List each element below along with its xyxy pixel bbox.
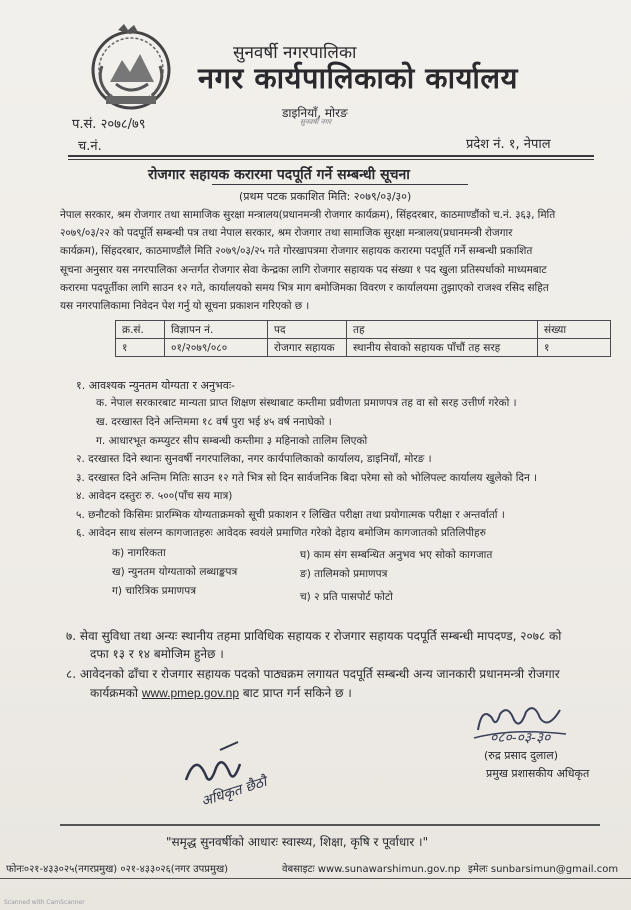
table-cell: रोजगार सहायक — [268, 339, 347, 357]
requirement-8-prefix: कार्यक्रमको — [90, 686, 142, 700]
body-line: नेपाल सरकार, श्रम रोजगार तथा सामाजिक सुरक्षा मन्त्रालय(प्रधानमन्त्री रोजगार कार्यक्रम), सिंहदरबार, काठमाण्डौंको च.नं. ३६३, मिति — [60, 209, 556, 221]
table-header: क्र.सं. — [116, 321, 165, 339]
table-header: संख्या — [538, 321, 611, 339]
doc-left: क) नागरिकता — [112, 547, 166, 559]
requirement-4: ४. आवेदन दस्तुरः रु. ५००(पाँच सय मात्र) — [76, 490, 233, 502]
requirement-1: १. आवश्यक न्युनतम योग्यता र अनुभवः- — [76, 379, 236, 392]
table-header: तह — [347, 321, 538, 339]
doc-left: ख) न्युनतम योग्यताको लब्धाङ्कपत्र — [112, 566, 238, 578]
requirement-7-cont: दफा १३ र १४ बमोजिम हुनेछ । — [90, 647, 224, 661]
requirement-8-suffix: बाट प्राप्त गर्न सकिने छ । — [239, 686, 352, 700]
footer-slogan: "समृद्ध सुनवर्षीको आधारः स्वास्थ्य, शिक्षा, कृषि र पूर्वाधार ।" — [166, 835, 429, 849]
requirement-7: ७. सेवा सुविधा तथा अन्यः स्थानीय तहमा प्राविधिक सहायक र रोजगार सहायक पदपूर्ति सम्बन्धी मापदण्ड, २०७८ को — [66, 629, 562, 643]
requirement-1a: क. नेपाल सरकारबाट मान्यता प्राप्त शिक्षण संस्थाबाट कम्तीमा प्रवीणता प्रमाणपत्र तह वा सो सरह उत्तीर्ण गरेको । — [96, 397, 517, 409]
requirement-2: २. दरखास्त दिने स्थानः सुनवर्षी नगरपालिका, नगर कार्यपालिकाको कार्यालय, डाइनियाँ, मोरङ । — [76, 453, 432, 465]
doc-right: ङ) तालिमको प्रमाणपत्र — [300, 568, 388, 580]
signature-date: ०८०-०३-३० — [490, 730, 551, 746]
requirement-8-cont — [90, 684, 352, 701]
vacancy-table — [115, 320, 611, 357]
requirement-6: ६. आवेदन साथ संलग्न कागजातहरुः आवेदक स्वयंले प्रमाणित गरेको देहाय बमोजिम कागजातको प्रतिलिपीहरु — [76, 527, 486, 539]
doc-right: च) २ प्रति पासपोर्ट फोटो — [300, 591, 393, 603]
nepal-emblem-icon — [88, 22, 174, 114]
table-header: पद — [268, 321, 347, 339]
body-line: कार्यक्रम), सिंहदरबार, काठमाण्डौंले मिति २०७९/०३/२५ गते गोरखापत्रमा रोजगार सहायक करारमा पदपूर्ति गर्ने सम्बन्धी प्रकाशित — [60, 245, 533, 257]
stamp-text: सुनवर्षी नगर — [300, 118, 332, 126]
office-name: नगर कार्यपालिकाको कार्यालय — [198, 61, 518, 95]
table-header-row — [116, 321, 611, 339]
doc-right: घ) काम संग सम्बन्धित अनुभव भए सोको कागजात — [300, 549, 493, 561]
footer-divider — [60, 824, 600, 826]
dispatch-number: च.नं. — [78, 139, 102, 154]
table-cell: ०१/२०७९/०८० — [165, 339, 268, 357]
pmep-link[interactable]: www.pmep.gov.np — [141, 686, 239, 700]
body-line: सूचना अनुसार यस नगरपालिका अन्तर्गत रोजगार सेवा केन्द्रका लागि रोजगार सहायक पद संख्या १ पद खुला प्रतिस्पर्धाको माध्यमबाट — [60, 264, 547, 276]
footer-phone: फोनः०२१-४३३०२५(नगरप्रमुख) ०२१-४३३०२६(नगर उपप्रमुख) — [6, 864, 229, 875]
province-label: प्रदेश नं. १, नेपाल — [466, 137, 551, 152]
body-line: यस नगरपालिकामा निवेदन पेश गर्नु यो सूचना प्रकाशन गरिएको छ । — [60, 300, 310, 312]
title-underline — [212, 184, 468, 185]
requirement-1c: ग. आधारभूत कम्प्युटर सीप सम्बन्धी कम्तीमा ३ महिनाको तालिम लिएको — [96, 435, 368, 447]
table-cell: १ — [116, 339, 165, 357]
notice-subtitle: (प्रथम पटक प्रकाशित मिति: २०७९/०३/३०) — [239, 190, 412, 203]
footer-website[interactable]: वेबसाइटः www.sunawarshimun.gov.np — [282, 864, 461, 875]
office-address: डाइनियाँ, मोरङ — [282, 106, 348, 120]
reference-number: प.सं. २०७८/७९ — [72, 117, 146, 132]
requirement-5: ५. छनौटको किसिमः प्रारम्भिक योग्यताक्रमको सूची प्रकाशन र लिखित परीक्षा तथा प्रयोगात्मक परीक्षा र अन्तर्वार्ता । — [76, 509, 505, 521]
requirement-1b: ख. दरखास्त दिने अन्तिममा १८ वर्ष पुरा भई ४५ वर्ष ननाघेको । — [96, 416, 332, 428]
body-line: करारमा पदपूर्तीका लागि साउन १२ गते, कार्यालयको समय भित्र माग बमोजिमका विवरण र कार्यालयमा तुझाएको राजश्व रसिद सहित — [60, 282, 549, 294]
header-divider — [68, 155, 594, 157]
table-cell: स्थानीय सेवाको सहायक पाँचौं तह सरह — [347, 339, 538, 357]
footer-bottom-divider — [0, 878, 631, 879]
table-row — [116, 339, 611, 357]
scanner-watermark: Scanned with CamScanner — [4, 899, 85, 906]
municipality-name: सुनवर्षी नगरपालिका — [233, 43, 357, 63]
table-header: विज्ञापन नं. — [165, 321, 268, 339]
requirement-3: ३. दरखास्त दिने अन्तिम मितिः साउन १२ गते भित्र सो दिन सार्वजनिक बिदा परेमा सो को भोलिपल्ट कार्यालय खुलेको दिन । — [76, 472, 538, 484]
table-cell: १ — [538, 339, 611, 357]
header-divider-thin — [68, 159, 594, 160]
footer-email[interactable]: इमेलः sunbarsimun@gmail.com — [468, 864, 619, 875]
doc-left: ग) चारित्रिक प्रमाणपत्र — [112, 585, 196, 597]
officer-name: (रुद्र प्रसाद दुलाल) — [484, 749, 558, 762]
requirement-8: ८. आवेदनको ढाँचा र रोजगार सहायक पदको पाठ्यक्रम लगायत पदपूर्ति सम्बन्धी अन्य जानकारी प्रधानमन्त्री रोजगार — [66, 667, 560, 681]
officer-title: प्रमुख प्रशासकीय अधिकृत — [486, 767, 590, 780]
body-line: २०७९/०३/२२ को पदपूर्ति सम्बन्धी पत्र तथा नेपाल सरकार, श्रम रोजगार तथा सामाजिक सुरक्षा मन्त्रालय(प्रधानमन्त्री रोजगार — [60, 227, 513, 239]
notice-title: रोजगार सहायक करारमा पदपूर्ति गर्ने सम्बन्धी सूचना — [148, 167, 410, 183]
handwritten-note: अधिकृत छैठौ — [199, 773, 269, 811]
